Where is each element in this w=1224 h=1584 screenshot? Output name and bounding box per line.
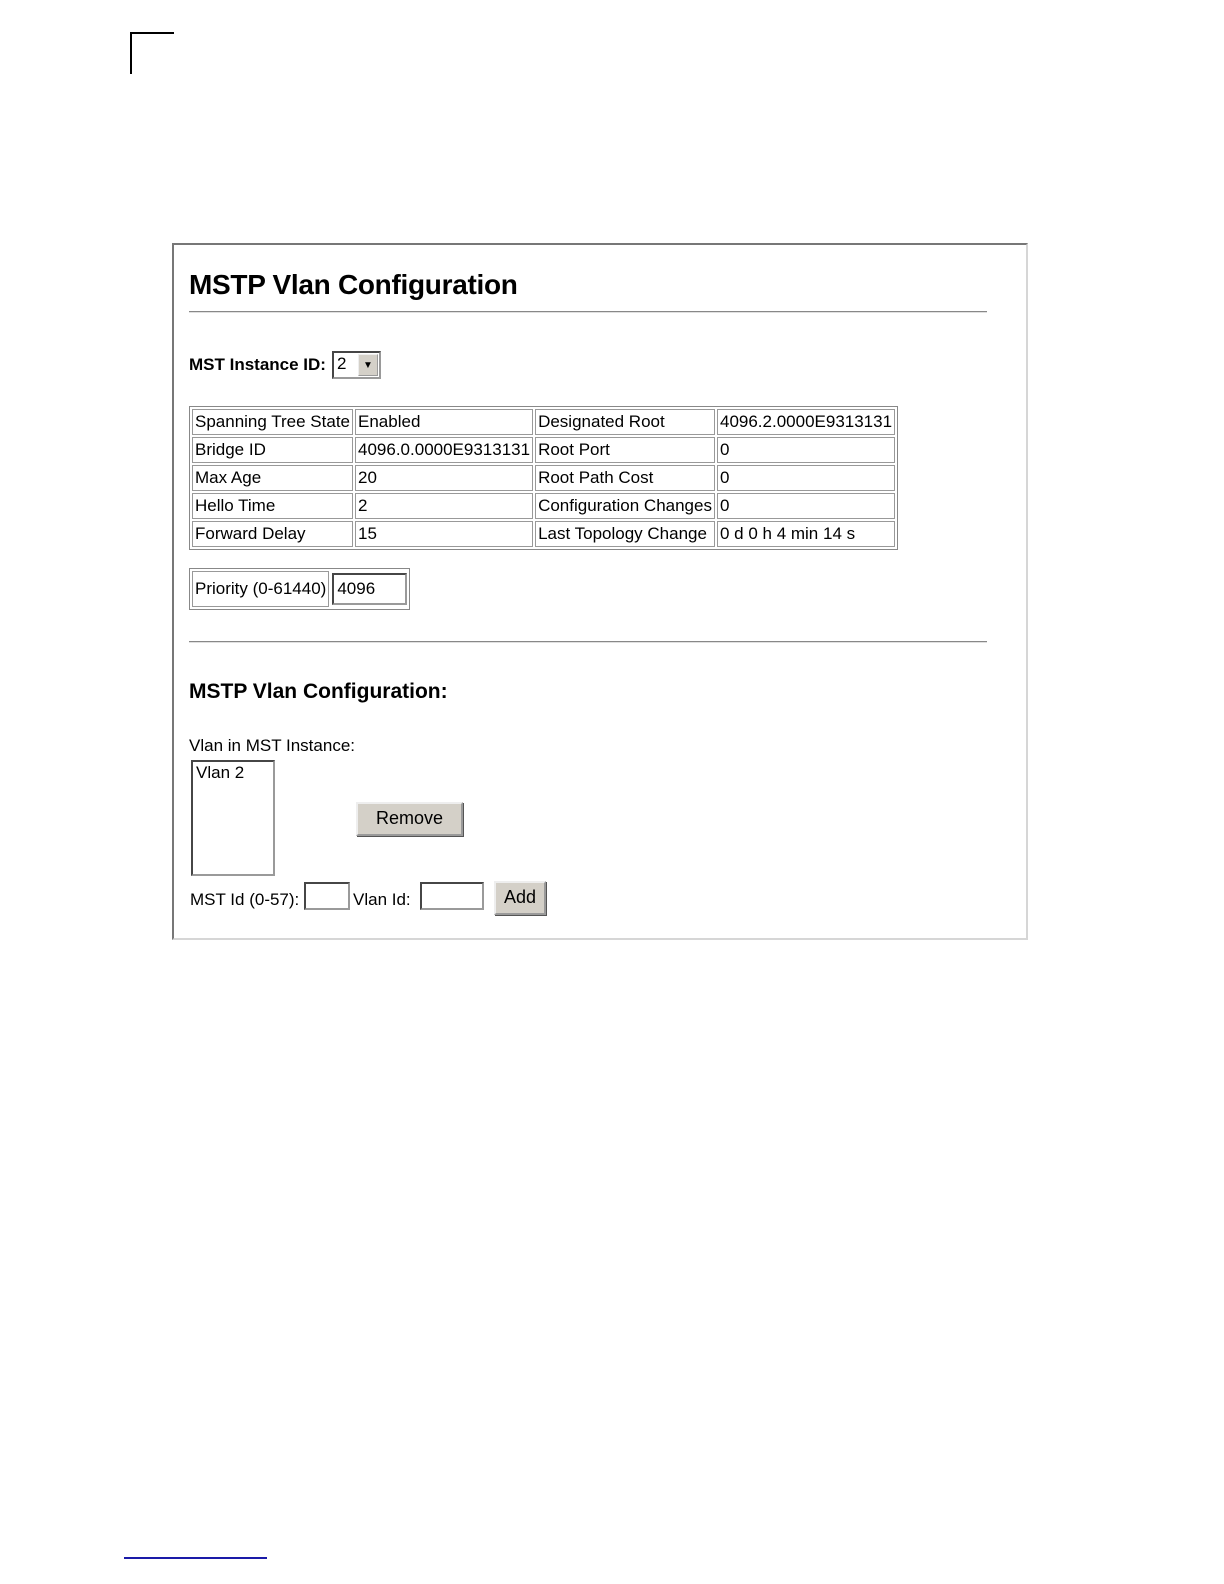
page-title: MSTP Vlan Configuration bbox=[189, 269, 518, 300]
info-label: Spanning Tree State bbox=[192, 409, 353, 435]
remove-button[interactable]: Remove bbox=[356, 802, 463, 836]
priority-input[interactable]: 4096 bbox=[332, 573, 407, 605]
chevron-down-icon[interactable]: ▼ bbox=[358, 354, 378, 376]
vlan-list-label: Vlan in MST Instance: bbox=[189, 736, 355, 755]
info-label: Root Path Cost bbox=[535, 465, 715, 491]
table-row bbox=[192, 493, 895, 519]
spanning-tree-info-table bbox=[189, 406, 898, 550]
info-value: 0 bbox=[717, 493, 895, 519]
instance-label: MST Instance ID: bbox=[189, 355, 326, 374]
info-value: 0 bbox=[717, 465, 895, 491]
divider bbox=[189, 641, 987, 643]
info-value: 0 d 0 h 4 min 14 s bbox=[717, 521, 895, 547]
priority-label: Priority (0-61440) bbox=[192, 571, 329, 607]
vlan-id-label: Vlan Id: bbox=[353, 890, 411, 909]
vlan-id-input[interactable] bbox=[420, 882, 484, 910]
info-value: 4096.2.0000E9313131 bbox=[717, 409, 895, 435]
table-row bbox=[192, 465, 895, 491]
list-item[interactable]: Vlan 2 bbox=[196, 763, 245, 782]
divider bbox=[189, 311, 987, 313]
info-label: Max Age bbox=[192, 465, 353, 491]
table-row bbox=[192, 521, 895, 547]
vlan-listbox[interactable] bbox=[191, 760, 275, 876]
mst-id-label: MST Id (0-57): bbox=[190, 890, 300, 909]
footer-rule bbox=[124, 1557, 267, 1559]
instance-row bbox=[189, 352, 381, 378]
add-button[interactable]: Add bbox=[494, 881, 546, 915]
info-value: Enabled bbox=[355, 409, 533, 435]
table-row bbox=[192, 409, 895, 435]
info-label: Bridge ID bbox=[192, 437, 353, 463]
mst-id-input[interactable] bbox=[304, 882, 350, 910]
info-label: Configuration Changes bbox=[535, 493, 715, 519]
info-label: Designated Root bbox=[535, 409, 715, 435]
priority-group bbox=[189, 568, 410, 610]
instance-select[interactable] bbox=[332, 351, 381, 379]
info-label: Hello Time bbox=[192, 493, 353, 519]
mstp-vlan-config-panel bbox=[172, 243, 1028, 940]
info-value: 0 bbox=[717, 437, 895, 463]
info-value: 2 bbox=[355, 493, 533, 519]
table-row bbox=[192, 437, 895, 463]
info-value: 20 bbox=[355, 465, 533, 491]
info-label: Last Topology Change bbox=[535, 521, 715, 547]
crop-mark bbox=[130, 32, 174, 74]
info-value: 4096.0.0000E9313131 bbox=[355, 437, 533, 463]
info-label: Root Port bbox=[535, 437, 715, 463]
instance-select-value: 2 bbox=[336, 354, 347, 373]
section-title: MSTP Vlan Configuration: bbox=[189, 680, 448, 703]
info-label: Forward Delay bbox=[192, 521, 353, 547]
info-value: 15 bbox=[355, 521, 533, 547]
